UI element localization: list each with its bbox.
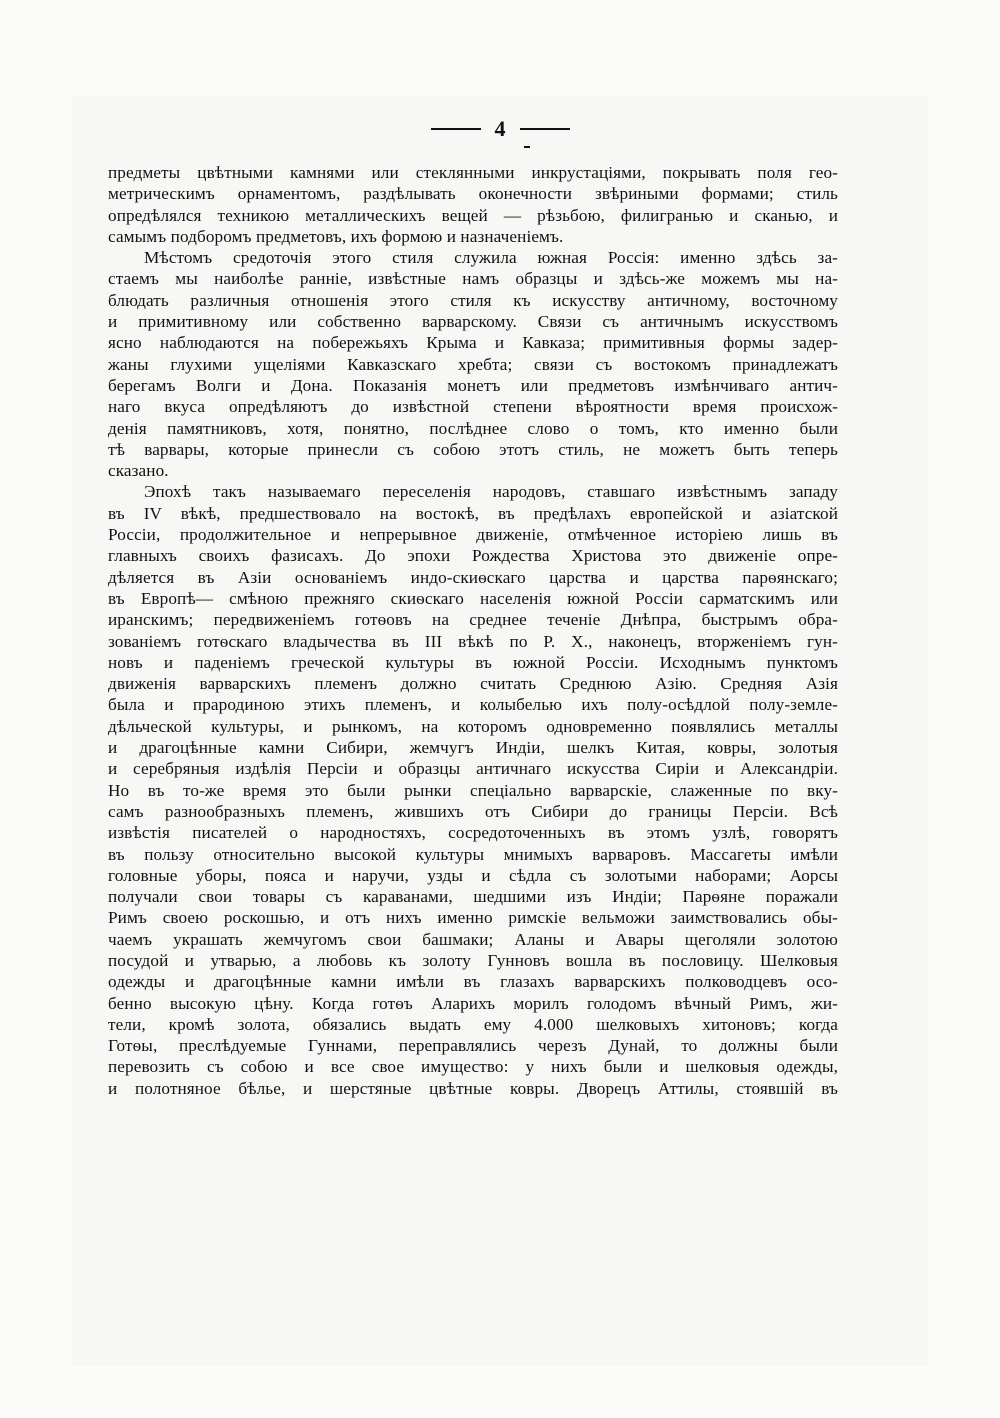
text-line: новъ и паденіемъ греческой культуры въ южной Россіи. Исходнымъ пунктомъ [108,652,838,672]
text-line: перевозить съ собою и все свое имущество: у нихъ были и шелковыя одежды, [108,1057,838,1077]
text-line: Россіи, продолжительное и непрерывное движеніе, отмѣченное исторіею лишь въ [108,525,838,545]
text-line: Эпохѣ такъ называемаго переселенія народовъ, ставшаго извѣстнымъ западу [144,482,838,502]
page-number: 4 [494,116,506,141]
text-line: бенно высокую цѣну. Когда готѳъ Аларихъ морилъ голодомъ вѣчный Римъ, жи- [108,993,838,1013]
text-line: Но въ то-же время это были рынки спеціально варварскіе, слаженные по вку- [108,780,838,800]
text-line: одежды и драгоцѣнные камни имѣли въ глазахъ варварскихъ полководцевъ осо- [108,972,838,992]
text-line: опредѣлялся техникою металлическихъ вещей — рѣзьбою, филигранью и сканью, и [108,205,838,225]
text-line: денія памятниковъ, хотя, понятно, послѣднее слово о томъ, кто именно были [108,418,838,438]
text-line: въ пользу относительно высокой культуры мнимыхъ варваровъ. Массагеты имѣли [108,844,838,864]
text-line: иранскимъ; передвиженіемъ готѳовъ на среднее теченіе Днѣпра, быстрымъ обра- [108,610,838,630]
text-line: самымъ подборомъ предметовъ, ихъ формою и назначеніемъ. [108,226,564,246]
header-rule-right [520,128,570,130]
text-line: ясно наблюдаются на побережьяхъ Крыма и Кавказа; примитивныя формы задер- [108,333,838,353]
text-line: въ IV вѣкѣ, предшествовало на востокѣ, въ предѣлахъ европейской и азіатской [108,503,838,523]
text-line: и примитивному или собственно варварскому. Связи съ античнымъ искусствомъ [108,312,838,332]
text-line: метрическимъ орнаментомъ, раздѣлывать оконечности звѣриными формами; стиль [108,184,838,204]
text-line: стаемъ мы наиболѣе ранніе, извѣстные намъ образцы и здѣсь-же можемъ мы на- [108,269,838,289]
text-line: Мѣстомъ средоточія этого стиля служила южная Россія: именно здѣсь за- [144,248,838,268]
text-line: главныхъ своихъ фазисахъ. До эпохи Рождества Христова это движеніе опре- [108,546,838,566]
text-line: блюдать различныя отношенія этого стиля къ искусству античному, восточному [108,290,838,310]
text-line: и серебряныя издѣлія Персіи и образцы античнаго искусства Сиріи и Александріи. [108,759,838,779]
text-line: самъ разнообразныхъ племенъ, жившихъ отъ Сибири до границы Персіи. Всѣ [108,801,838,821]
text-line: получали свои товары съ караванами, шедшими изъ Индіи; Парѳяне поражали [108,887,838,907]
text-line: дѣльческой культуры, и рынкомъ, на которомъ одновременно появлялись металлы [108,716,838,736]
text-line: движенія варварскихъ племенъ должно считать Среднюю Азію. Средняя Азія [108,674,838,694]
paragraph [108,162,838,247]
text-line: Римъ своею роскошью, и отъ нихъ именно римскіе вельможи заимствовались обы- [108,908,838,928]
text-line: тели, кромѣ золота, обязались выдать ему 4.000 шелковыхъ хитоновъ; когда [108,1014,838,1034]
text-line: извѣстія писателей о народностяхъ, сосредоточенныхъ въ этомъ узлѣ, говорятъ [108,823,838,843]
header-dash-mark [524,146,530,148]
text-line: дѣляется въ Азіи основаніемъ индо-скиѳскаго царства и царства парѳянскаго; [108,567,838,587]
header-rule-left [431,128,481,130]
text-line: сказано. [108,461,169,481]
text-line: была и прародиною этихъ племенъ, и колыбелью ихъ полу-осѣдлой полу-земле- [108,695,838,715]
text-line: тѣ варвары, которые принесли съ собою этотъ стиль, не можетъ быть теперь [108,439,838,459]
text-line: и полотняное бѣлье, и шерстяные цвѣтные ковры. Дворецъ Аттилы, стоявшій въ [108,1078,838,1098]
text-line: зованіемъ готѳскаго владычества въ III вѣкѣ по Р. Х., наконецъ, вторженіемъ гун- [108,631,838,651]
page-header [0,118,1000,140]
body-text [108,162,838,1099]
text-line: жаны глухими ущеліями Кавказскаго хребта; связи съ востокомъ принадлежатъ [108,354,838,374]
text-line: головные уборы, пояса и наручи, узды и сѣдла съ золотыми наборами; Аорсы [108,865,838,885]
text-line: наго вкуса опредѣляютъ до извѣстной степени вѣроятности время происхож- [108,397,838,417]
paragraph [108,247,838,481]
text-line: и драгоцѣнные камни Сибири, жемчугъ Индіи, шелкъ Китая, ковры, золотыя [108,738,838,758]
text-line: берегамъ Волги и Дона. Показанія монетъ или предметовъ измѣнчиваго антич- [108,375,838,395]
text-line: Готѳы, преслѣдуемые Гуннами, переправлялись черезъ Дунай, то должны были [108,1036,838,1056]
text-line: чаемъ украшать жемчугомъ свои башмаки; Аланы и Авары щеголяли золотою [108,929,838,949]
paragraph [108,481,838,1099]
text-line: въ Европѣ— смѣною прежняго скиѳскаго населенія южной Россіи сарматскимъ или [108,588,838,608]
text-line: предметы цвѣтными камнями или стеклянными инкрустаціями, покрывать поля гео- [108,163,838,182]
text-line: посудой и утварью, а любовь къ золоту Гунновъ вошла въ пословицу. Шелковыя [108,950,838,970]
